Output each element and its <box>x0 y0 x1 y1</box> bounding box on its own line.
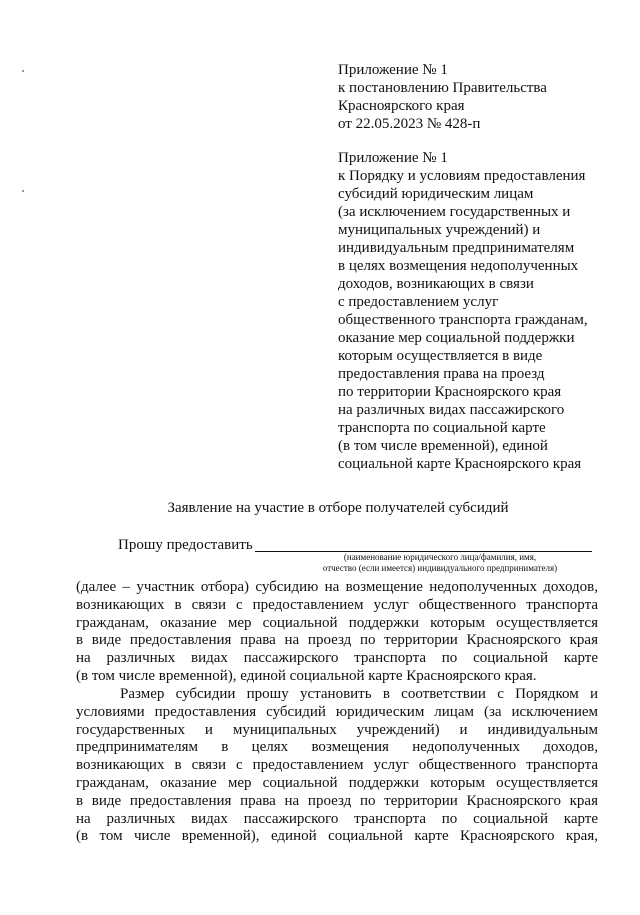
scan-mark <box>22 70 24 72</box>
text-line: гражданам, оказание мер социальной поддержки которым осуществляется <box>76 774 598 791</box>
text-line: (далее – участник отбора) субсидию на возмещение недополученных доходов, <box>76 579 598 595</box>
appendix-line: Приложение № 1 <box>338 150 448 166</box>
text-line: на различных видах пассажирского транспорта по социальной карте <box>76 650 598 667</box>
appendix-to-resolution <box>338 61 628 133</box>
appendix-line: на различных видах пассажирского <box>338 402 565 418</box>
text-line: на различных видах пассажирского транспорта по социальной карте <box>76 810 598 827</box>
appendix-line: транспорта по социальной карте <box>338 420 546 436</box>
appendix-line: доходов, возникающих в связи <box>338 276 534 292</box>
text-line: (в том числе временной), единой социальной карте Красноярского края, <box>76 828 598 845</box>
body-paragraph-2 <box>76 686 598 846</box>
text-line: Размер субсидии прошу установить в соответствии с Порядком и <box>120 686 598 702</box>
appendix-line: (в том числе временной), единой <box>338 438 548 454</box>
appendix-line: Приложение № 1 <box>338 62 448 78</box>
request-label: Прошу предоставить <box>118 537 253 553</box>
text-line: (в том числе временной), единой социальной карте Красноярского края. <box>76 667 537 684</box>
appendix-line: с предоставлением услуг <box>338 294 499 310</box>
appendix-line: оказание мер социальной поддержки <box>338 330 575 346</box>
appendix-line: (за исключением государственных и <box>338 204 571 220</box>
text-line: гражданам, оказание мер социальной поддержки которым осуществляется <box>76 614 598 631</box>
text-line: возникающих в связи с предоставлением услуг общественного транспорта <box>76 596 598 613</box>
applicant-name-caption <box>310 552 570 574</box>
appendix-to-order <box>338 149 628 473</box>
appendix-line: к постановлению Правительства <box>338 80 547 96</box>
appendix-line: социальной карте Красноярского края <box>338 456 582 472</box>
text-line: в виде предоставления права на проезд по территории Красноярского края <box>76 792 598 809</box>
appendix-line: к Порядку и условиям предоставления <box>338 168 586 184</box>
appendix-line: в целях возмещения недополученных <box>338 258 579 274</box>
appendix-line: индивидуальным предпринимателям <box>338 240 575 256</box>
body-paragraph-1 <box>76 579 598 686</box>
text-line: в виде предоставления права на проезд по территории Красноярского края <box>76 632 598 649</box>
text-line: возникающих в связи с предоставлением услуг общественного транспорта <box>76 757 598 774</box>
text-line: условиями предоставления субсидий юридическим лицам (за исключением <box>76 703 598 720</box>
text-line: государственных и муниципальных учреждений) и индивидуальным <box>76 721 598 738</box>
appendix-line: муниципальных учреждений) и <box>338 222 541 238</box>
appendix-line: субсидий юридическим лицам <box>338 186 534 202</box>
appendix-line: по территории Красноярского края <box>338 384 562 400</box>
caption-line: (наименование юридического лица/фамилия, имя, <box>343 552 537 562</box>
appendix-line: которым осуществляется в виде <box>338 348 543 364</box>
scan-mark <box>22 190 24 192</box>
text-line: предпринимателям в целях возмещения недополученных доходов, <box>76 739 598 756</box>
form-title: Заявление на участие в отборе получателей субсидий <box>167 500 509 516</box>
appendix-line: от 22.05.2023 № 428-п <box>338 116 481 132</box>
caption-line: отчество (если имеется) индивидуального предпринимателя) <box>322 563 558 573</box>
appendix-line: предоставления права на проезд <box>338 366 545 382</box>
appendix-line: общественного транспорта гражданам, <box>338 312 588 328</box>
appendix-line: Красноярского края <box>338 98 465 114</box>
